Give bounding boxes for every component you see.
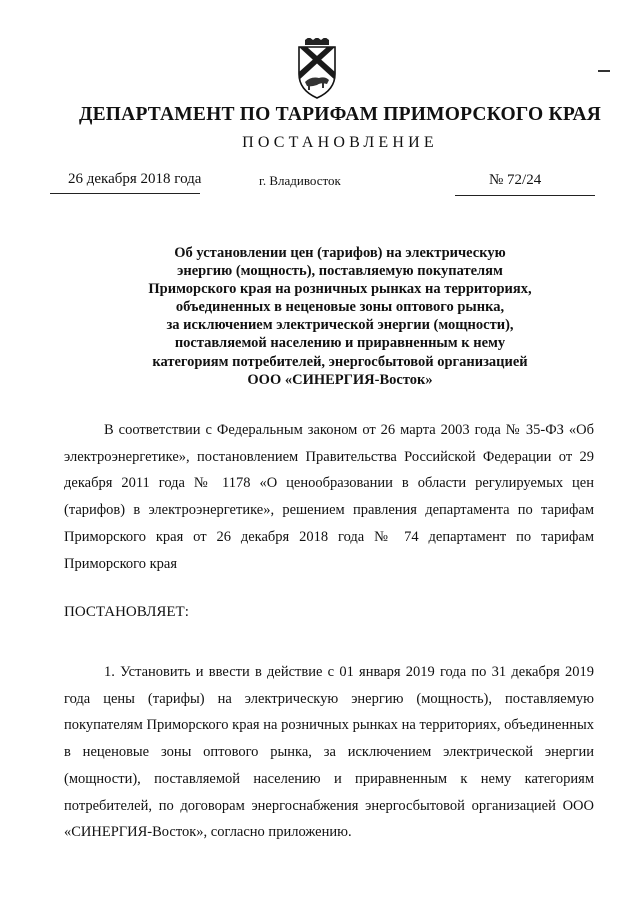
- subject-line: категориям потребителей, энергосбытовой организацией: [152, 353, 528, 370]
- subject-line: ООО «СИНЕРГИЯ-Восток»: [247, 371, 433, 388]
- date-underline: [50, 193, 200, 194]
- subject-line: за исключением электрической энергии (мощности),: [166, 317, 514, 334]
- document-number: № 72/24: [489, 172, 542, 188]
- subject-line: объединенных в неценовые зоны оптового рынка,: [175, 299, 505, 316]
- corner-mark: [598, 70, 610, 72]
- subject-line: Об установлении цен (тарифов) на электрическую: [174, 245, 506, 261]
- subject-line: Приморского края на розничных рынках на территориях,: [148, 281, 532, 298]
- preamble-paragraph: В соответствии с Федеральным законом от 26 марта 2003 года № 35-ФЗ «Об электроэнергетике», постановлением Правительства Российской Федерации от 29 декабря 2011 года № 1178 «О ценообразовании в области регулируемых цен (тарифов) в электроэнергетике», решением правления департамента по тарифам Приморского края от 26 декабря 2018 года № 74 департамент по тарифам Приморского края: [64, 422, 594, 572]
- decree-heading: ПОСТАНОВЛЯЕТ:: [64, 604, 189, 620]
- item-1-paragraph: 1. Установить и ввести в действие с 01 января 2019 года по 31 декабря 2019 года цены (тарифы) на электрическую энергию (мощность), поставляемую покупателям Приморского края на розничных рынках на территориях, объединенных в неценовые зоны оптового рынка, за исключением электрической энергии (мощности), поставляемой населению и приравненным к нему категориям потребителей, по договорам энергоснабжения энергосбытовой организацией ООО «СИНЕРГИЯ-Восток», согласно приложению.: [64, 664, 594, 841]
- document-city: г. Владивосток: [259, 173, 341, 188]
- department-title: ДЕПАРТАМЕНТ ПО ТАРИФАМ ПРИМОРСКОГО КРАЯ: [78, 104, 602, 125]
- document-date: 26 декабря 2018 года: [68, 171, 202, 187]
- coat-of-arms-icon: [291, 38, 343, 100]
- document-subject: [0, 244, 640, 389]
- subject-line: поставляемой населению и приравненным к нему: [174, 335, 506, 352]
- document-type: ПОСТАНОВЛЕНИЕ: [242, 134, 438, 151]
- number-underline: [455, 195, 595, 196]
- subject-line: энергию (мощность), поставляемую покупателям: [177, 263, 503, 280]
